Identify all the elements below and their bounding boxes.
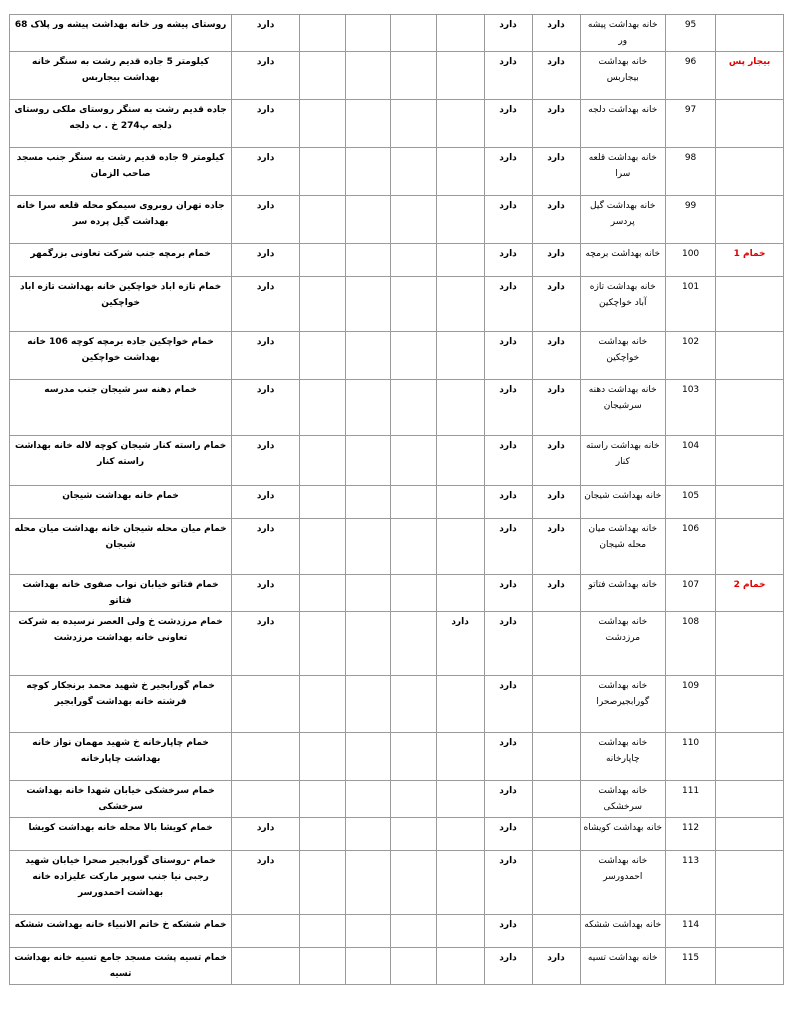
address-cell: خمام مرزدشت خ ولی العصر نرسیده به شرکت تعاونی خانه بهداشت مرزدشت: [10, 612, 232, 676]
region-cell: [716, 612, 784, 676]
availability-cell: [345, 148, 390, 196]
availability-cell: دارد: [232, 818, 300, 851]
health-house-name-cell: خانه بهداشت چاپارخانه: [580, 733, 666, 781]
availability-cell: [390, 818, 436, 851]
row-number-cell: 99: [666, 196, 716, 244]
address-cell: خمام راسته کنار شیجان کوچه لاله خانه بهداشت راسته کنار: [10, 436, 232, 486]
address-cell: خمام فتاتو خیابان نواب صفوی خانه بهداشت فتاتو: [10, 575, 232, 612]
address-cell: جاده قدیم رشت به سنگر روستای ملکی روستای دلجه پ274 خ . ب دلجه: [10, 100, 232, 148]
availability-cell: [345, 100, 390, 148]
availability-cell: [299, 612, 345, 676]
address-cell: خمام دهنه سر شیجان جنب مدرسه: [10, 380, 232, 436]
availability-cell: [436, 781, 484, 818]
availability-cell: [532, 851, 580, 915]
availability-cell: دارد: [484, 519, 532, 575]
region-cell: [716, 380, 784, 436]
availability-cell: [436, 196, 484, 244]
availability-cell: دارد: [232, 575, 300, 612]
availability-cell: [299, 948, 345, 985]
availability-cell: دارد: [532, 436, 580, 486]
address-cell: خمام چاپارخانه خ شهید مهمان نواز خانه بهداشت چاپارخانه: [10, 733, 232, 781]
region-cell: بیجار پس: [716, 52, 784, 100]
availability-cell: [299, 148, 345, 196]
availability-cell: دارد: [532, 15, 580, 52]
table-row: [10, 148, 784, 196]
availability-cell: [299, 436, 345, 486]
availability-cell: دارد: [484, 15, 532, 52]
region-cell: [716, 519, 784, 575]
availability-cell: دارد: [484, 948, 532, 985]
availability-cell: [345, 781, 390, 818]
availability-cell: [299, 915, 345, 948]
availability-cell: دارد: [532, 148, 580, 196]
row-number-cell: 113: [666, 851, 716, 915]
availability-cell: دارد: [232, 100, 300, 148]
availability-cell: دارد: [436, 612, 484, 676]
table-row: [10, 277, 784, 332]
health-house-name-cell: خانه بهداشت پیشه ور: [580, 15, 666, 52]
row-number-cell: 108: [666, 612, 716, 676]
availability-cell: دارد: [532, 332, 580, 380]
availability-cell: دارد: [532, 486, 580, 519]
availability-cell: [345, 380, 390, 436]
table-row: [10, 851, 784, 915]
availability-cell: [436, 575, 484, 612]
health-house-name-cell: خانه بهداشت خواچکین: [580, 332, 666, 380]
availability-cell: [299, 818, 345, 851]
availability-cell: [390, 196, 436, 244]
availability-cell: [345, 15, 390, 52]
availability-cell: [299, 486, 345, 519]
availability-cell: دارد: [232, 148, 300, 196]
availability-cell: دارد: [484, 100, 532, 148]
availability-cell: دارد: [532, 519, 580, 575]
availability-cell: [390, 244, 436, 277]
region-cell: [716, 436, 784, 486]
health-house-name-cell: خانه بهداشت مرزدشت: [580, 612, 666, 676]
availability-cell: [345, 486, 390, 519]
availability-cell: [299, 851, 345, 915]
address-cell: کیلومتر 5 جاده قدیم رشت به سنگر خانه بهداشت بیجاربس: [10, 52, 232, 100]
table-row: [10, 15, 784, 52]
availability-cell: [345, 818, 390, 851]
availability-cell: [345, 733, 390, 781]
region-cell: [716, 148, 784, 196]
availability-cell: [345, 52, 390, 100]
table-row: [10, 733, 784, 781]
availability-cell: [390, 612, 436, 676]
availability-cell: دارد: [484, 733, 532, 781]
table-row: [10, 612, 784, 676]
availability-cell: [436, 948, 484, 985]
availability-cell: [436, 148, 484, 196]
availability-cell: [436, 519, 484, 575]
region-cell: [716, 915, 784, 948]
availability-cell: دارد: [532, 948, 580, 985]
availability-cell: [345, 244, 390, 277]
region-cell: [716, 676, 784, 733]
health-house-name-cell: خانه بهداشت راسته کنار: [580, 436, 666, 486]
availability-cell: [390, 676, 436, 733]
region-cell: [716, 818, 784, 851]
availability-cell: [299, 781, 345, 818]
availability-cell: [390, 781, 436, 818]
region-cell: [716, 781, 784, 818]
availability-cell: دارد: [484, 332, 532, 380]
table-row: [10, 915, 784, 948]
health-house-name-cell: خانه بهداشت شیجان: [580, 486, 666, 519]
availability-cell: [299, 277, 345, 332]
health-houses-table: [9, 14, 784, 985]
address-cell: کیلومتر 9 جاده قدیم رشت به سنگر جنب مسجد صاحب الزمان: [10, 148, 232, 196]
health-house-name-cell: خانه بهداشت ششکه: [580, 915, 666, 948]
availability-cell: دارد: [232, 244, 300, 277]
availability-cell: [390, 15, 436, 52]
region-cell: [716, 948, 784, 985]
availability-cell: [232, 733, 300, 781]
availability-cell: دارد: [484, 244, 532, 277]
availability-cell: [299, 676, 345, 733]
region-cell: [716, 332, 784, 380]
availability-cell: [345, 612, 390, 676]
address-cell: خمام سرخشکی خیابان شهدا خانه بهداشت سرخشکی: [10, 781, 232, 818]
availability-cell: دارد: [532, 277, 580, 332]
row-number-cell: 100: [666, 244, 716, 277]
availability-cell: [299, 519, 345, 575]
table-row: [10, 196, 784, 244]
region-cell: [716, 277, 784, 332]
table-body: [10, 15, 784, 985]
row-number-cell: 110: [666, 733, 716, 781]
table-row: [10, 575, 784, 612]
availability-cell: دارد: [532, 575, 580, 612]
availability-cell: [436, 436, 484, 486]
address-cell: خمام تسیه پشت مسجد جامع تسیه خانه بهداشت تسیه: [10, 948, 232, 985]
availability-cell: دارد: [484, 277, 532, 332]
health-house-name-cell: خانه بهداشت دهنه سرشیجان: [580, 380, 666, 436]
row-number-cell: 103: [666, 380, 716, 436]
row-number-cell: 114: [666, 915, 716, 948]
availability-cell: دارد: [484, 915, 532, 948]
availability-cell: [345, 575, 390, 612]
address-cell: خمام تازه اباد خواچکین خانه بهداشت تازه اباد خواچکین: [10, 277, 232, 332]
table-row: [10, 676, 784, 733]
availability-cell: دارد: [232, 851, 300, 915]
table-row: [10, 100, 784, 148]
availability-cell: [390, 915, 436, 948]
address-cell: روستای پیشه ور خانه بهداشت پیشه ور پلاک 68: [10, 15, 232, 52]
availability-cell: [345, 332, 390, 380]
availability-cell: دارد: [484, 52, 532, 100]
row-number-cell: 111: [666, 781, 716, 818]
table-row: [10, 486, 784, 519]
availability-cell: [299, 575, 345, 612]
availability-cell: [390, 436, 436, 486]
address-cell: خمام کویشا بالا محله خانه بهداشت کویشا: [10, 818, 232, 851]
row-number-cell: 102: [666, 332, 716, 380]
availability-cell: [299, 100, 345, 148]
availability-cell: [436, 332, 484, 380]
availability-cell: دارد: [484, 380, 532, 436]
availability-cell: [390, 277, 436, 332]
health-house-name-cell: خانه بهداشت تسیه: [580, 948, 666, 985]
health-house-name-cell: خانه بهداشت گیل پردسر: [580, 196, 666, 244]
row-number-cell: 115: [666, 948, 716, 985]
availability-cell: [436, 15, 484, 52]
availability-cell: [390, 948, 436, 985]
availability-cell: دارد: [484, 676, 532, 733]
row-number-cell: 95: [666, 15, 716, 52]
availability-cell: دارد: [232, 486, 300, 519]
availability-cell: [390, 100, 436, 148]
region-cell: خمام 2: [716, 575, 784, 612]
availability-cell: [232, 948, 300, 985]
availability-cell: [390, 733, 436, 781]
availability-cell: [299, 332, 345, 380]
row-number-cell: 96: [666, 52, 716, 100]
availability-cell: [436, 818, 484, 851]
availability-cell: دارد: [484, 575, 532, 612]
availability-cell: [232, 781, 300, 818]
availability-cell: دارد: [532, 52, 580, 100]
availability-cell: [345, 519, 390, 575]
table-row: [10, 818, 784, 851]
availability-cell: دارد: [232, 436, 300, 486]
availability-cell: [299, 733, 345, 781]
health-house-name-cell: خانه بهداشت کویشاه: [580, 818, 666, 851]
row-number-cell: 109: [666, 676, 716, 733]
availability-cell: دارد: [232, 196, 300, 244]
health-house-name-cell: خانه بهداشت گورابجیرصحرا: [580, 676, 666, 733]
availability-cell: [436, 676, 484, 733]
health-house-name-cell: خانه بهداشت احمدورسر: [580, 851, 666, 915]
address-cell: خمام میان محله شیجان خانه بهداشت میان محله شیجان: [10, 519, 232, 575]
availability-cell: دارد: [232, 15, 300, 52]
availability-cell: [345, 196, 390, 244]
row-number-cell: 101: [666, 277, 716, 332]
availability-cell: [299, 15, 345, 52]
health-house-name-cell: خانه بهداشت دلجه: [580, 100, 666, 148]
region-cell: [716, 733, 784, 781]
availability-cell: دارد: [232, 332, 300, 380]
availability-cell: دارد: [532, 380, 580, 436]
table-row: [10, 436, 784, 486]
address-cell: خمام -روستای گورابجیر صحرا خیابان شهید رجبی نیا جنب سوپر مارکت علیزاده خانه بهداشت احمدورسر: [10, 851, 232, 915]
availability-cell: [232, 676, 300, 733]
availability-cell: [232, 915, 300, 948]
availability-cell: دارد: [484, 851, 532, 915]
availability-cell: دارد: [232, 519, 300, 575]
availability-cell: [436, 100, 484, 148]
availability-cell: [436, 244, 484, 277]
health-house-name-cell: خانه بهداشت فتاتو: [580, 575, 666, 612]
availability-cell: [390, 575, 436, 612]
table-row: [10, 948, 784, 985]
availability-cell: [390, 519, 436, 575]
row-number-cell: 97: [666, 100, 716, 148]
address-cell: خمام برمچه جنب شرکت تعاونی بزرگمهر: [10, 244, 232, 277]
table-row: [10, 244, 784, 277]
availability-cell: [436, 380, 484, 436]
table-row: [10, 781, 784, 818]
availability-cell: [532, 612, 580, 676]
availability-cell: [532, 781, 580, 818]
availability-cell: دارد: [484, 612, 532, 676]
availability-cell: دارد: [484, 818, 532, 851]
availability-cell: [390, 851, 436, 915]
availability-cell: دارد: [232, 612, 300, 676]
availability-cell: [532, 915, 580, 948]
availability-cell: [345, 676, 390, 733]
region-cell: [716, 15, 784, 52]
availability-cell: [299, 380, 345, 436]
availability-cell: [532, 818, 580, 851]
availability-cell: [436, 851, 484, 915]
availability-cell: [345, 436, 390, 486]
address-cell: خمام ششکه خ خاتم الانبیاء خانه بهداشت ششکه: [10, 915, 232, 948]
availability-cell: [390, 486, 436, 519]
availability-cell: دارد: [484, 781, 532, 818]
availability-cell: دارد: [484, 436, 532, 486]
table-row: [10, 380, 784, 436]
availability-cell: دارد: [484, 148, 532, 196]
availability-cell: دارد: [232, 277, 300, 332]
availability-cell: دارد: [232, 52, 300, 100]
availability-cell: دارد: [532, 196, 580, 244]
availability-cell: دارد: [532, 244, 580, 277]
availability-cell: [299, 244, 345, 277]
availability-cell: [390, 52, 436, 100]
table-row: [10, 519, 784, 575]
row-number-cell: 106: [666, 519, 716, 575]
availability-cell: [345, 948, 390, 985]
table-row: [10, 332, 784, 380]
health-house-name-cell: خانه بهداشت برمچه: [580, 244, 666, 277]
region-cell: خمام 1: [716, 244, 784, 277]
availability-cell: [390, 332, 436, 380]
row-number-cell: 104: [666, 436, 716, 486]
availability-cell: [299, 52, 345, 100]
availability-cell: [436, 733, 484, 781]
health-house-name-cell: خانه بهداشت سرخشکی: [580, 781, 666, 818]
availability-cell: [532, 676, 580, 733]
row-number-cell: 107: [666, 575, 716, 612]
availability-cell: [436, 486, 484, 519]
availability-cell: دارد: [484, 486, 532, 519]
region-cell: [716, 196, 784, 244]
availability-cell: [390, 148, 436, 196]
address-cell: جاده تهران روبروی سیمکو محله قلعه سرا خانه بهداشت گیل پرده سر: [10, 196, 232, 244]
availability-cell: [436, 277, 484, 332]
health-house-name-cell: خانه بهداشت بیجاربس: [580, 52, 666, 100]
row-number-cell: 105: [666, 486, 716, 519]
row-number-cell: 98: [666, 148, 716, 196]
table-row: [10, 52, 784, 100]
availability-cell: [345, 915, 390, 948]
availability-cell: دارد: [232, 380, 300, 436]
address-cell: خمام گورابجیر خ شهید محمد برنجکار کوچه فرشته خانه بهداشت گورابجیر: [10, 676, 232, 733]
availability-cell: [345, 851, 390, 915]
availability-cell: [532, 733, 580, 781]
availability-cell: [436, 915, 484, 948]
health-house-name-cell: خانه بهداشت تازه آباد خواچکین: [580, 277, 666, 332]
health-house-name-cell: خانه بهداشت میان محله شیجان: [580, 519, 666, 575]
region-cell: [716, 100, 784, 148]
availability-cell: دارد: [532, 100, 580, 148]
availability-cell: [436, 52, 484, 100]
availability-cell: [390, 380, 436, 436]
availability-cell: دارد: [484, 196, 532, 244]
region-cell: [716, 486, 784, 519]
address-cell: خمام خواچکین جاده برمچه کوچه 106 خانه بهداشت خواچکین: [10, 332, 232, 380]
row-number-cell: 112: [666, 818, 716, 851]
availability-cell: [345, 277, 390, 332]
health-house-name-cell: خانه بهداشت قلعه سرا: [580, 148, 666, 196]
region-cell: [716, 851, 784, 915]
address-cell: خمام خانه بهداشت شیجان: [10, 486, 232, 519]
availability-cell: [299, 196, 345, 244]
